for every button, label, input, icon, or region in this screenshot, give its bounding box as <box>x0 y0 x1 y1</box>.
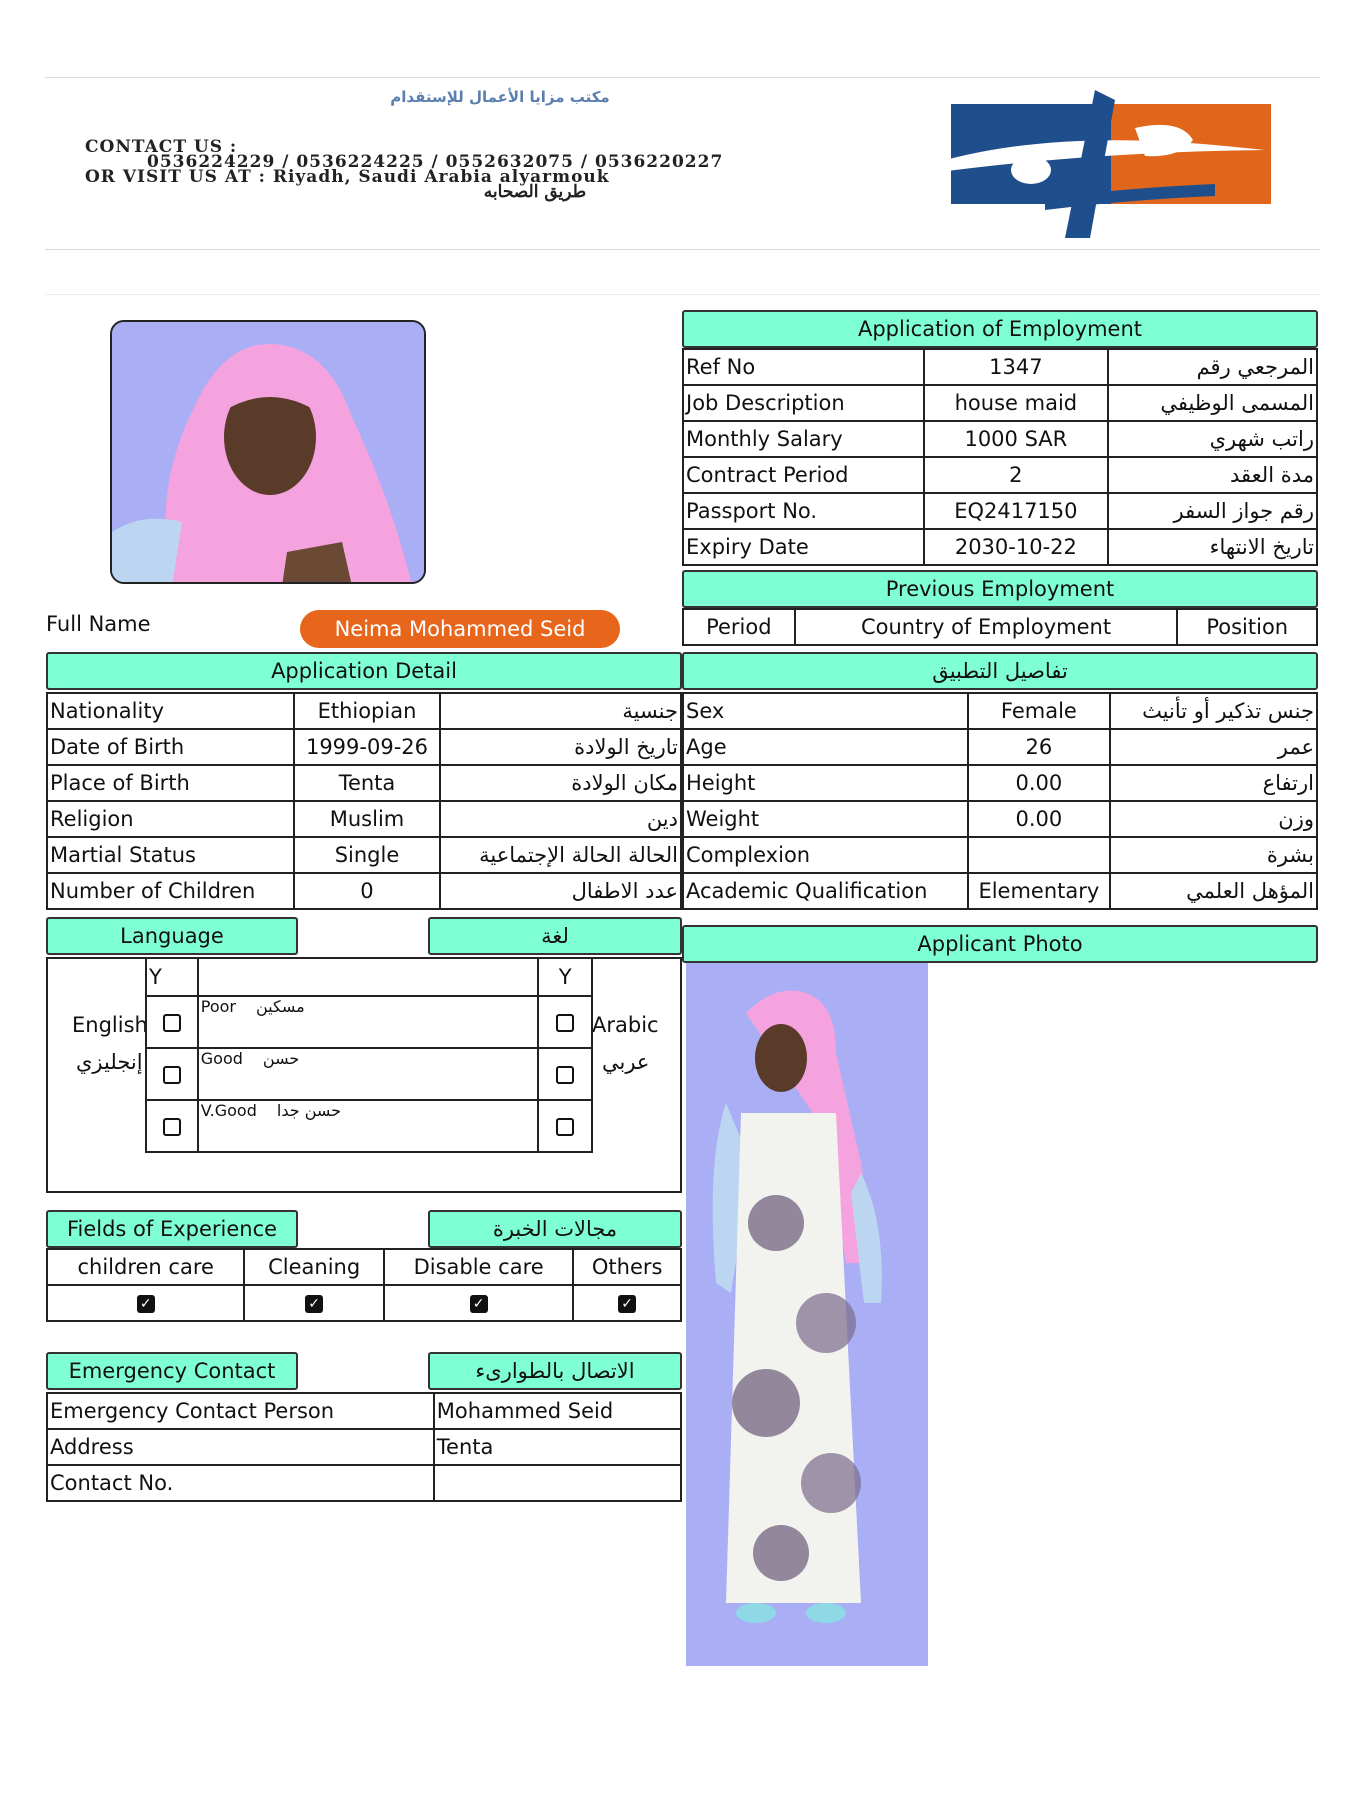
previous-employment-table <box>682 608 1318 646</box>
number-of-children-value: 0 <box>294 873 440 909</box>
english-y-header: Y <box>146 958 198 996</box>
job-description-value: house maid <box>924 385 1107 421</box>
table-row <box>683 349 1317 385</box>
table-row <box>47 765 681 801</box>
nationality-label-ar: جنسية <box>440 693 681 729</box>
place-of-birth-label: Place of Birth <box>47 765 294 801</box>
applicant-photo-title: Applicant Photo <box>682 925 1318 963</box>
application-detail-ar-table <box>682 692 1318 910</box>
nationality-value: Ethiopian <box>294 693 440 729</box>
sex-label: Sex <box>683 693 968 729</box>
emergency-person-value: Mohammed Seid <box>434 1393 681 1429</box>
previous-employment-title: Previous Employment <box>682 570 1318 608</box>
level-vgood-cell <box>198 1100 538 1152</box>
english-poor-checkbox[interactable] <box>163 1014 181 1032</box>
experience-title: Fields of Experience <box>46 1210 298 1248</box>
english-label: English <box>72 1013 148 1037</box>
contract-period-label: Contract Period <box>683 457 924 493</box>
field-others: Others <box>573 1249 681 1285</box>
arabic-vgood-cell <box>538 1100 592 1152</box>
emergency-title-ar: الاتصال بالطوارىء <box>428 1352 682 1390</box>
complexion-value <box>968 837 1110 873</box>
applicant-full-photo <box>686 963 928 1666</box>
expiry-date-value: 2030-10-22 <box>924 529 1107 565</box>
section-rule <box>45 294 1320 295</box>
table-row <box>47 801 681 837</box>
english-poor-cell <box>146 996 198 1048</box>
contact-address: OR VISIT US AT : Riyadh, Saudi Arabia alyarmouk <box>85 167 610 187</box>
arabic-poor-cell <box>538 996 592 1048</box>
height-value: 0.00 <box>968 765 1110 801</box>
age-label-ar: عمر <box>1110 729 1317 765</box>
children-care-check-cell <box>47 1285 244 1321</box>
monthly-salary-value: 1000 SAR <box>924 421 1107 457</box>
marital-status-label: Martial Status <box>47 837 294 873</box>
others-check-cell <box>573 1285 681 1321</box>
company-name-arabic: مكتب مزايا الأعمال للإستقدام <box>390 88 610 106</box>
marital-status-label-ar: الحالة الحالة الإجتماعية <box>440 837 681 873</box>
contact-heading: CONTACT US : <box>85 137 238 157</box>
english-label-ar: إنجليزي <box>76 1050 143 1074</box>
application-detail-ar-title: تفاصيل التطبيق <box>682 652 1318 690</box>
level-vgood-label: V.Good <box>200 1101 257 1120</box>
table-row <box>47 873 681 909</box>
academic-qualification-value: Elementary <box>968 873 1110 909</box>
table-row <box>683 837 1317 873</box>
contact-no-value <box>434 1465 681 1501</box>
employment-title: Application of Employment <box>682 310 1318 348</box>
weight-label-ar: وزن <box>1110 801 1317 837</box>
passport-no-label-ar: رقم جواز السفر <box>1108 493 1317 529</box>
place-of-birth-value: Tenta <box>294 765 440 801</box>
experience-table <box>46 1248 682 1322</box>
table-row <box>146 1048 592 1100</box>
table-row <box>47 837 681 873</box>
header-top-rule <box>45 77 1320 78</box>
arabic-label: Arabic <box>592 1013 659 1037</box>
table-row <box>47 729 681 765</box>
field-children-care: children care <box>47 1249 244 1285</box>
table-row <box>683 765 1317 801</box>
portrait-photo <box>110 320 426 584</box>
table-row <box>47 1429 681 1465</box>
english-good-checkbox[interactable] <box>163 1066 181 1084</box>
address-label: Address <box>47 1429 434 1465</box>
table-row <box>683 693 1317 729</box>
full-name-value: Neima Mohammed Seid <box>300 610 620 648</box>
ref-no-label-ar: المرجعي رقم <box>1108 349 1317 385</box>
arabic-poor-checkbox[interactable] <box>556 1014 574 1032</box>
complexion-label: Complexion <box>683 837 968 873</box>
full-name-label: Full Name <box>46 612 151 636</box>
place-of-birth-label-ar: مكان الولادة <box>440 765 681 801</box>
number-of-children-label-ar: عدد الاطفال <box>440 873 681 909</box>
passport-no-label: Passport No. <box>683 493 924 529</box>
religion-label-ar: دين <box>440 801 681 837</box>
job-description-label-ar: المسمى الوظيفي <box>1108 385 1317 421</box>
height-label-ar: ارتفاع <box>1110 765 1317 801</box>
table-row <box>47 1393 681 1429</box>
children-care-checkbox[interactable]: ✓ <box>137 1295 155 1313</box>
monthly-salary-label-ar: راتب شهري <box>1108 421 1317 457</box>
date-of-birth-label: Date of Birth <box>47 729 294 765</box>
cleaning-checkbox[interactable]: ✓ <box>305 1295 323 1313</box>
age-label: Age <box>683 729 968 765</box>
contact-street-arabic: طريق الصحابه <box>483 182 587 202</box>
table-row <box>47 693 681 729</box>
employment-table <box>682 348 1318 566</box>
english-good-cell <box>146 1048 198 1100</box>
weight-value: 0.00 <box>968 801 1110 837</box>
table-row <box>683 873 1317 909</box>
table-row <box>683 385 1317 421</box>
monthly-salary-label: Monthly Salary <box>683 421 924 457</box>
english-vgood-checkbox[interactable] <box>163 1118 181 1136</box>
table-row <box>146 996 592 1048</box>
contact-phones: 0536224229 / 0536224225 / 0552632075 / 0536220227 <box>147 152 724 172</box>
level-poor-label: Poor <box>200 997 236 1016</box>
ref-no-label: Ref No <box>683 349 924 385</box>
arabic-vgood-checkbox[interactable] <box>556 1118 574 1136</box>
table-row <box>683 729 1317 765</box>
age-value: 26 <box>968 729 1110 765</box>
ref-no-value: 1347 <box>924 349 1107 385</box>
date-of-birth-value: 1999-09-26 <box>294 729 440 765</box>
table-row <box>683 493 1317 529</box>
weight-label: Weight <box>683 801 968 837</box>
level-vgood-label-ar: حسن جدا <box>276 1101 342 1120</box>
arabic-good-checkbox[interactable] <box>556 1066 574 1084</box>
english-vgood-cell <box>146 1100 198 1152</box>
contact-no-label: Contact No. <box>47 1465 434 1501</box>
field-disable-care: Disable care <box>384 1249 573 1285</box>
height-label: Height <box>683 765 968 801</box>
contract-period-value: 2 <box>924 457 1107 493</box>
arabic-label-ar: عربي <box>602 1050 650 1074</box>
period-header: Period <box>683 609 795 645</box>
level-good-label: Good <box>200 1049 243 1068</box>
header-bottom-rule <box>45 249 1320 250</box>
academic-qualification-label-ar: المؤهل العلمي <box>1110 873 1317 909</box>
academic-qualification-label: Academic Qualification <box>683 873 968 909</box>
table-row <box>146 1100 592 1152</box>
language-table <box>145 957 593 1153</box>
table-row <box>146 958 592 996</box>
emergency-person-label: Emergency Contact Person <box>47 1393 434 1429</box>
contract-period-label-ar: مدة العقد <box>1108 457 1317 493</box>
table-row <box>683 609 1317 645</box>
job-description-label: Job Description <box>683 385 924 421</box>
level-good-label-ar: حسن <box>262 1049 300 1068</box>
contact-block <box>85 137 875 202</box>
table-row <box>683 801 1317 837</box>
religion-label: Religion <box>47 801 294 837</box>
emergency-table <box>46 1392 682 1502</box>
nationality-label: Nationality <box>47 693 294 729</box>
address-value: Tenta <box>434 1429 681 1465</box>
experience-title-ar: مجالات الخبرة <box>428 1210 682 1248</box>
table-row <box>47 1465 681 1501</box>
level-good-cell <box>198 1048 538 1100</box>
field-cleaning: Cleaning <box>244 1249 384 1285</box>
table-row <box>47 1249 681 1285</box>
table-row <box>683 457 1317 493</box>
application-detail-table <box>46 692 682 910</box>
expiry-date-label-ar: تاريخ الانتهاء <box>1108 529 1317 565</box>
company-logo <box>925 88 1295 240</box>
complexion-label-ar: بشرة <box>1110 837 1317 873</box>
table-row <box>683 529 1317 565</box>
table-row <box>683 421 1317 457</box>
disable-care-check-cell <box>384 1285 573 1321</box>
language-title-ar: لغة <box>428 917 682 955</box>
expiry-date-label: Expiry Date <box>683 529 924 565</box>
sex-value: Female <box>968 693 1110 729</box>
date-of-birth-label-ar: تاريخ الولادة <box>440 729 681 765</box>
religion-value: Muslim <box>294 801 440 837</box>
number-of-children-label: Number of Children <box>47 873 294 909</box>
cleaning-check-cell <box>244 1285 384 1321</box>
disable-care-checkbox[interactable]: ✓ <box>470 1295 488 1313</box>
others-checkbox[interactable]: ✓ <box>618 1295 636 1313</box>
level-poor-label-ar: مسكين <box>256 997 305 1016</box>
arabic-good-cell <box>538 1048 592 1100</box>
marital-status-value: Single <box>294 837 440 873</box>
application-detail-title: Application Detail <box>46 652 682 690</box>
country-of-employment-header: Country of Employment <box>795 609 1178 645</box>
sex-label-ar: جنس تذكير أو تأنيث <box>1110 693 1317 729</box>
level-poor-cell <box>198 996 538 1048</box>
language-title: Language <box>46 917 298 955</box>
arabic-y-header: Y <box>538 958 592 996</box>
emergency-title: Emergency Contact <box>46 1352 298 1390</box>
level-header <box>198 958 538 996</box>
passport-no-value: EQ2417150 <box>924 493 1107 529</box>
position-header: Position <box>1177 609 1317 645</box>
table-row <box>47 1285 681 1321</box>
